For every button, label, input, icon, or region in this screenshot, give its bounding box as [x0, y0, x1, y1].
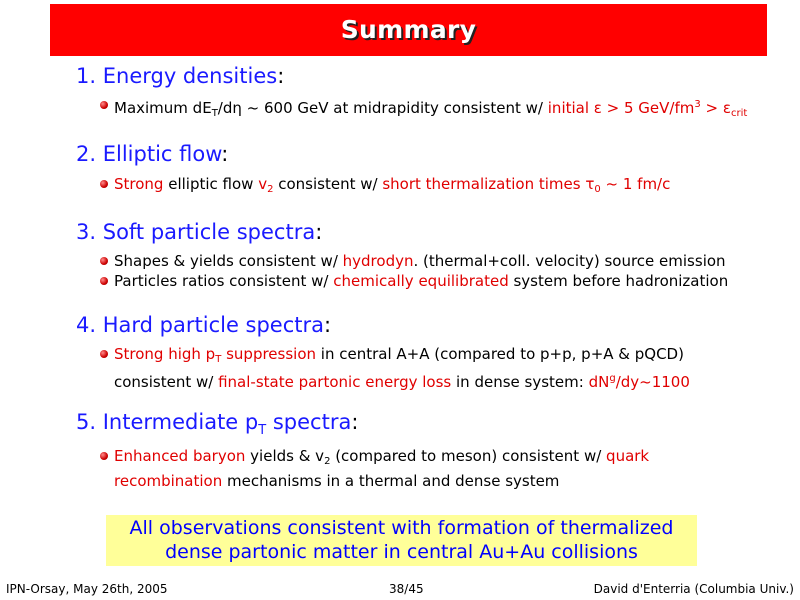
bullet-icon [100, 277, 108, 285]
section-5-heading: 5. Intermediate $p_T$ spectra: [76, 410, 359, 438]
footer-right: David d'Enterria (Columbia Univ.) [593, 582, 794, 596]
section-4-bullet-1-continuation: consistent w/ final-state partonic energy loss in dense system: $dN^g/dy\sim 1100$ [114, 373, 690, 391]
section-2-heading: 2. Elliptic flow: [76, 142, 229, 166]
section-5-bullet-1-continuation: recombination mechanisms in a thermal and dense system [114, 472, 560, 490]
bullet-icon [100, 452, 108, 460]
title-bar [50, 4, 767, 56]
bullet-icon [100, 257, 108, 265]
footer-page-number: 38/45 [389, 582, 424, 596]
conclusion-line-1: All observations consistent with formation of thermalized [129, 517, 674, 539]
section-1-heading: 1. Energy densities: [76, 64, 285, 88]
slide-title: Summary [340, 15, 477, 44]
bullet-icon [100, 101, 108, 109]
section-3-heading: 3. Soft particle spectra: [76, 220, 323, 244]
bullet-icon [100, 180, 108, 188]
conclusion-line-2: dense partonic matter in central Au+Au collisions [165, 541, 638, 563]
bullet-icon [100, 350, 108, 358]
footer-left: IPN-Orsay, May 26th, 2005 [6, 582, 168, 596]
section-4-heading: 4. Hard particle spectra: [76, 313, 332, 337]
conclusion-box [106, 515, 697, 566]
